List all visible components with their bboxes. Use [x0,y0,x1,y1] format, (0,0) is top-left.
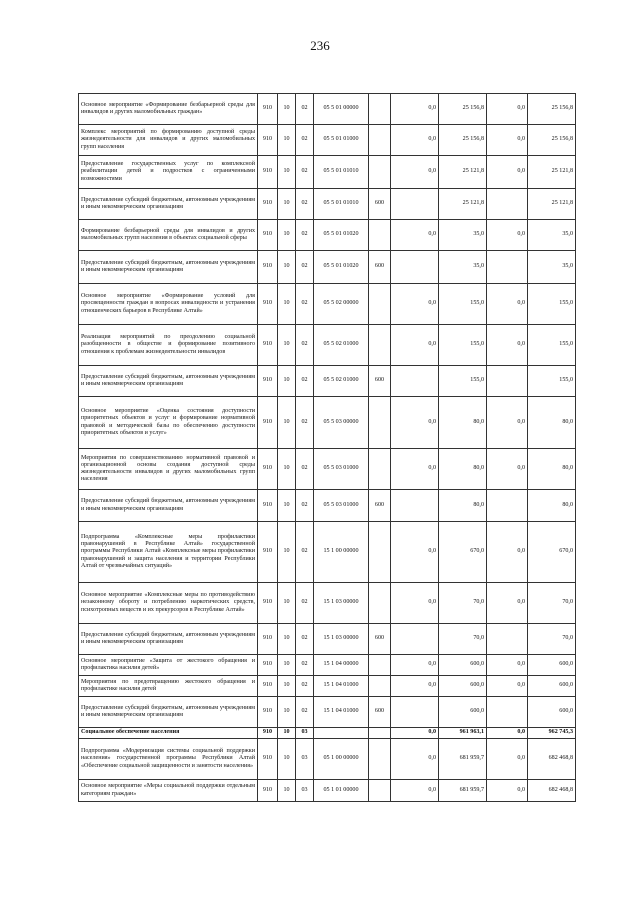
target-article-cell: 05 1 01 00000 [314,780,369,802]
section-code-cell: 10 [278,325,296,366]
row-name-cell: Предоставление субсидий бюджетным, автономным учреждениям и иным некоммерческим организациям [79,697,258,728]
section-code-cell: 10 [278,220,296,251]
amount-4-cell: 600,0 [528,676,576,697]
amount-4-cell: 155,0 [528,366,576,397]
expense-type-cell [369,583,391,624]
amount-3-cell [487,189,528,220]
amount-1-cell: 0,0 [391,676,439,697]
row-name-cell: Основное мероприятие «Оценка состояния доступности приоритетных объектов и услуг и формирование нормативной правовой и методической базы по обеспечению доступности приоритетных объектов и услуг» [79,397,258,449]
row-name-cell: Мероприятия по совершенствованию нормативной правовой и организационной основы создания доступной среды жизнедеятельности инвалидов и других маломобильных групп населения [79,449,258,490]
amount-2-cell: 681 959,7 [439,739,487,780]
section-code-cell: 10 [278,189,296,220]
amount-3-cell: 0,0 [487,676,528,697]
amount-1-cell: 0,0 [391,397,439,449]
subsection-code-cell: 02 [296,583,314,624]
amount-3-cell [487,251,528,284]
target-article-cell: 05 1 00 00000 [314,739,369,780]
subsection-code-cell: 03 [296,728,314,739]
section-code-cell: 10 [278,728,296,739]
amount-1-cell: 0,0 [391,325,439,366]
target-article-cell: 05 5 03 01000 [314,449,369,490]
table-row [79,125,576,156]
amount-4-cell: 80,0 [528,490,576,522]
expense-type-cell [369,449,391,490]
amount-2-cell: 70,0 [439,624,487,655]
subsection-code-cell: 02 [296,94,314,125]
admin-code-cell: 910 [258,189,278,220]
subsection-code-cell: 02 [296,220,314,251]
table-row [79,325,576,366]
expense-type-cell [369,739,391,780]
admin-code-cell: 910 [258,397,278,449]
admin-code-cell: 910 [258,676,278,697]
amount-3-cell: 0,0 [487,522,528,583]
expense-type-cell: 600 [369,366,391,397]
amount-4-cell: 25 121,8 [528,189,576,220]
amount-3-cell: 0,0 [487,284,528,325]
subsection-code-cell: 02 [296,125,314,156]
amount-2-cell: 80,0 [439,449,487,490]
admin-code-cell: 910 [258,125,278,156]
target-article-cell: 05 5 01 01010 [314,189,369,220]
subsection-code-cell: 02 [296,697,314,728]
table-row [79,728,576,739]
expense-type-cell: 600 [369,697,391,728]
amount-2-cell: 25 156,8 [439,125,487,156]
section-code-cell: 10 [278,676,296,697]
table-row [79,94,576,125]
section-code-cell: 10 [278,697,296,728]
table-row [79,251,576,284]
expense-type-cell [369,325,391,366]
target-article-cell: 05 5 01 01010 [314,156,369,189]
row-name-cell: Реализация мероприятий по преодолению социальной разобщенности в обществе и формирование позитивного отношения к проблемам жизнедеятельности инвалидов [79,325,258,366]
row-name-cell: Подпрограмма «Модернизация системы социальной поддержки населения» государственной программы Республики Алтай «Обеспечение социальной защищенности и занятости населения» [79,739,258,780]
amount-4-cell: 70,0 [528,624,576,655]
expense-type-cell [369,125,391,156]
section-code-cell: 10 [278,156,296,189]
admin-code-cell: 910 [258,251,278,284]
table-row [79,624,576,655]
amount-1-cell: 0,0 [391,780,439,802]
amount-1-cell: 0,0 [391,583,439,624]
expense-type-cell: 600 [369,189,391,220]
subsection-code-cell: 02 [296,251,314,284]
amount-4-cell: 80,0 [528,449,576,490]
amount-1-cell: 0,0 [391,94,439,125]
table-row [79,156,576,189]
subsection-code-cell: 02 [296,490,314,522]
amount-3-cell [487,624,528,655]
amount-3-cell: 0,0 [487,156,528,189]
target-article-cell: 05 5 02 01000 [314,366,369,397]
target-article-cell: 05 5 03 00000 [314,397,369,449]
table-row [79,780,576,802]
amount-1-cell: 0,0 [391,739,439,780]
subsection-code-cell: 02 [296,189,314,220]
admin-code-cell: 910 [258,697,278,728]
section-code-cell: 10 [278,397,296,449]
target-article-cell: 05 5 01 01000 [314,125,369,156]
subsection-code-cell: 02 [296,325,314,366]
table-row [79,583,576,624]
admin-code-cell: 910 [258,220,278,251]
admin-code-cell: 910 [258,655,278,676]
subsection-code-cell: 02 [296,676,314,697]
amount-2-cell: 600,0 [439,676,487,697]
amount-3-cell [487,366,528,397]
amount-1-cell: 0,0 [391,220,439,251]
amount-4-cell: 682 468,8 [528,780,576,802]
expense-type-cell: 600 [369,624,391,655]
row-name-cell: Основное мероприятие «Защита от жестокого обращения и профилактика насилия детей» [79,655,258,676]
target-article-cell: 15 1 04 01000 [314,697,369,728]
section-code-cell: 10 [278,284,296,325]
admin-code-cell: 910 [258,739,278,780]
target-article-cell: 15 1 04 00000 [314,655,369,676]
admin-code-cell: 910 [258,325,278,366]
row-name-cell: Основное мероприятие «Комплексные меры по противодействию незаконному обороту и потреблению наркотических средств, психотропных веществ и их прекурсоров в Республике Алтай» [79,583,258,624]
row-name-cell: Подпрограмма «Комплексные меры профилактики правонарушений в Республике Алтай» государственной программы Республики Алтай «Комплексные меры профилактики правонарушений и защита населения и территории Республики Алтай от чрезвычайных ситуаций» [79,522,258,583]
row-name-cell: Основное мероприятие «Формирование условий для просвещенности граждан в вопросах инвалидности и устранения отношенческих барьеров в Республике Алтай» [79,284,258,325]
amount-3-cell [487,490,528,522]
amount-3-cell: 0,0 [487,220,528,251]
amount-3-cell: 0,0 [487,739,528,780]
section-code-cell: 10 [278,125,296,156]
amount-3-cell: 0,0 [487,780,528,802]
table-row [79,490,576,522]
subsection-code-cell: 02 [296,449,314,490]
expense-type-cell: 600 [369,490,391,522]
amount-4-cell: 25 156,8 [528,125,576,156]
subsection-code-cell: 02 [296,366,314,397]
amount-2-cell: 25 156,8 [439,94,487,125]
target-article-cell: 15 1 03 00000 [314,583,369,624]
target-article-cell: 05 5 01 01020 [314,220,369,251]
expense-type-cell [369,94,391,125]
page-number: 236 [310,38,330,53]
section-code-cell: 10 [278,449,296,490]
budget-table [78,93,576,802]
target-article-cell: 15 1 00 00000 [314,522,369,583]
target-article-cell: 05 5 01 01020 [314,251,369,284]
amount-2-cell: 155,0 [439,366,487,397]
amount-1-cell [391,697,439,728]
section-code-cell: 10 [278,366,296,397]
amount-1-cell [391,624,439,655]
row-name-cell: Предоставление субсидий бюджетным, автономным учреждениям и иным некоммерческим организациям [79,189,258,220]
admin-code-cell: 910 [258,728,278,739]
admin-code-cell: 910 [258,522,278,583]
amount-4-cell: 70,0 [528,583,576,624]
row-name-cell: Социальное обеспечение населения [79,728,258,739]
amount-4-cell: 35,0 [528,251,576,284]
subsection-code-cell: 02 [296,397,314,449]
table-row [79,676,576,697]
amount-1-cell [391,490,439,522]
amount-3-cell: 0,0 [487,449,528,490]
table-row [79,284,576,325]
amount-3-cell: 0,0 [487,728,528,739]
expense-type-cell [369,676,391,697]
amount-2-cell: 80,0 [439,397,487,449]
row-name-cell: Основное мероприятие «Формирование безбарьерной среды для инвалидов и других маломобильных граждан» [79,94,258,125]
amount-1-cell: 0,0 [391,655,439,676]
amount-1-cell: 0,0 [391,284,439,325]
target-article-cell: 05 5 01 00000 [314,94,369,125]
amount-1-cell: 0,0 [391,728,439,739]
amount-1-cell: 0,0 [391,125,439,156]
subsection-code-cell: 03 [296,739,314,780]
amount-2-cell: 155,0 [439,284,487,325]
amount-2-cell: 80,0 [439,490,487,522]
amount-3-cell: 0,0 [487,583,528,624]
amount-4-cell: 682 468,8 [528,739,576,780]
section-code-cell: 10 [278,739,296,780]
expense-type-cell: 600 [369,251,391,284]
expense-type-cell [369,728,391,739]
row-name-cell: Основное мероприятие «Меры социальной поддержки отдельным категориям граждан» [79,780,258,802]
amount-2-cell: 961 963,1 [439,728,487,739]
section-code-cell: 10 [278,624,296,655]
amount-2-cell: 35,0 [439,220,487,251]
amount-4-cell: 25 156,8 [528,94,576,125]
amount-2-cell: 35,0 [439,251,487,284]
target-article-cell: 05 5 02 00000 [314,284,369,325]
amount-1-cell: 0,0 [391,449,439,490]
budget-table-body [79,94,576,802]
admin-code-cell: 910 [258,624,278,655]
section-code-cell: 10 [278,251,296,284]
amount-1-cell: 0,0 [391,156,439,189]
subsection-code-cell: 02 [296,522,314,583]
table-row [79,189,576,220]
amount-3-cell: 0,0 [487,397,528,449]
row-name-cell: Мероприятия по предотвращению жестокого обращения и профилактике насилия детей [79,676,258,697]
target-article-cell: 05 5 02 01000 [314,325,369,366]
table-row [79,697,576,728]
subsection-code-cell: 03 [296,780,314,802]
row-name-cell: Предоставление субсидий бюджетным, автономным учреждениям и иным некоммерческим организациям [79,251,258,284]
admin-code-cell: 910 [258,94,278,125]
row-name-cell: Предоставление государственных услуг по комплексной реабилитации детей и подростков с ограниченными возможностями [79,156,258,189]
amount-4-cell: 80,0 [528,397,576,449]
admin-code-cell: 910 [258,490,278,522]
admin-code-cell: 910 [258,449,278,490]
amount-3-cell: 0,0 [487,125,528,156]
amount-2-cell: 70,0 [439,583,487,624]
subsection-code-cell: 02 [296,624,314,655]
table-row [79,366,576,397]
amount-2-cell: 670,0 [439,522,487,583]
expense-type-cell [369,156,391,189]
row-name-cell: Предоставление субсидий бюджетным, автономным учреждениям и иным некоммерческим организациям [79,624,258,655]
subsection-code-cell: 02 [296,655,314,676]
admin-code-cell: 910 [258,780,278,802]
amount-2-cell: 600,0 [439,697,487,728]
admin-code-cell: 910 [258,583,278,624]
amount-4-cell: 600,0 [528,655,576,676]
amount-3-cell: 0,0 [487,655,528,676]
amount-4-cell: 155,0 [528,325,576,366]
table-row [79,220,576,251]
amount-1-cell [391,189,439,220]
row-name-cell: Комплекс мероприятий по формированию доступной среды жизнедеятельности для инвалидов и других маломобильных групп населения [79,125,258,156]
amount-4-cell: 600,0 [528,697,576,728]
section-code-cell: 10 [278,655,296,676]
expense-type-cell [369,655,391,676]
subsection-code-cell: 02 [296,284,314,325]
amount-2-cell: 25 121,8 [439,156,487,189]
target-article-cell: 05 5 03 01000 [314,490,369,522]
section-code-cell: 10 [278,780,296,802]
subsection-code-cell: 02 [296,156,314,189]
section-code-cell: 10 [278,490,296,522]
expense-type-cell [369,397,391,449]
amount-4-cell: 25 121,8 [528,156,576,189]
target-article-cell [314,728,369,739]
section-code-cell: 10 [278,522,296,583]
amount-2-cell: 25 121,8 [439,189,487,220]
table-row [79,655,576,676]
admin-code-cell: 910 [258,366,278,397]
expense-type-cell [369,522,391,583]
amount-1-cell [391,251,439,284]
table-row [79,449,576,490]
row-name-cell: Предоставление субсидий бюджетным, автономным учреждениям и иным некоммерческим организациям [79,490,258,522]
table-row [79,739,576,780]
table-row [79,522,576,583]
amount-4-cell: 962 745,3 [528,728,576,739]
expense-type-cell [369,780,391,802]
amount-3-cell: 0,0 [487,325,528,366]
table-row [79,397,576,449]
amount-1-cell [391,366,439,397]
row-name-cell: Формирование безбарьерной среды для инвалидов и других маломобильных групп населения в объектах социальной сферы [79,220,258,251]
amount-4-cell: 670,0 [528,522,576,583]
section-code-cell: 10 [278,94,296,125]
target-article-cell: 15 1 03 00000 [314,624,369,655]
amount-2-cell: 600,0 [439,655,487,676]
amount-4-cell: 155,0 [528,284,576,325]
expense-type-cell [369,220,391,251]
amount-2-cell: 155,0 [439,325,487,366]
amount-4-cell: 35,0 [528,220,576,251]
amount-2-cell: 681 959,7 [439,780,487,802]
admin-code-cell: 910 [258,284,278,325]
amount-3-cell [487,697,528,728]
expense-type-cell [369,284,391,325]
target-article-cell: 15 1 04 01000 [314,676,369,697]
amount-3-cell: 0,0 [487,94,528,125]
row-name-cell: Предоставление субсидий бюджетным, автономным учреждениям и иным некоммерческим организациям [79,366,258,397]
section-code-cell: 10 [278,583,296,624]
admin-code-cell: 910 [258,156,278,189]
amount-1-cell: 0,0 [391,522,439,583]
